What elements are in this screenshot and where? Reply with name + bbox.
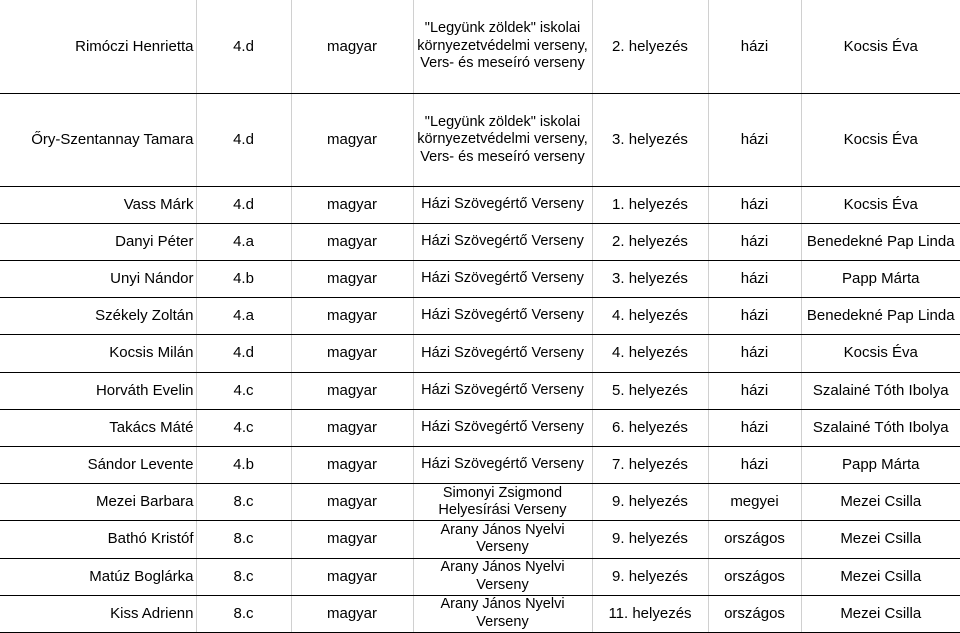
subject-cell: magyar [291,260,413,297]
teacher-cell: Benedekné Pap Linda [801,223,960,260]
teacher-cell: Kocsis Éva [801,94,960,187]
table-row [0,223,960,260]
level-cell: megyei [708,484,801,521]
class-cell: 4.d [196,0,291,94]
placement-cell: 9. helyezés [592,521,708,558]
class-cell: 8.c [196,484,291,521]
subject-cell: magyar [291,521,413,558]
placement-cell: 9. helyezés [592,558,708,595]
level-cell: házi [708,223,801,260]
teacher-cell: Papp Márta [801,260,960,297]
competition-cell: Házi Szövegértő Verseny [413,298,592,335]
teacher-cell: Kocsis Éva [801,335,960,372]
placement-cell: 2. helyezés [592,223,708,260]
student-name-cell: Vass Márk [0,186,196,223]
placement-cell: 3. helyezés [592,260,708,297]
placement-cell: 2. helyezés [592,0,708,94]
subject-cell: magyar [291,446,413,483]
level-cell: házi [708,186,801,223]
placement-cell: 1. helyezés [592,186,708,223]
teacher-cell: Papp Márta [801,446,960,483]
class-cell: 8.c [196,521,291,558]
class-cell: 8.c [196,558,291,595]
class-cell: 4.d [196,186,291,223]
student-name-cell: Székely Zoltán [0,298,196,335]
competition-cell: Arany János Nyelvi Verseny [413,595,592,632]
subject-cell: magyar [291,0,413,94]
level-cell: országos [708,595,801,632]
teacher-cell: Mezei Csilla [801,558,960,595]
level-cell: házi [708,298,801,335]
table-row [0,0,960,94]
student-name-cell: Rimóczi Henrietta [0,0,196,94]
competition-cell: Házi Szövegértő Verseny [413,335,592,372]
placement-cell: 5. helyezés [592,372,708,409]
table-row [0,335,960,372]
student-name-cell: Bathó Kristóf [0,521,196,558]
teacher-cell: Szalainé Tóth Ibolya [801,372,960,409]
placement-cell: 4. helyezés [592,298,708,335]
level-cell: országos [708,521,801,558]
table-row [0,558,960,595]
class-cell: 4.b [196,446,291,483]
subject-cell: magyar [291,409,413,446]
table-row [0,521,960,558]
level-cell: házi [708,260,801,297]
class-cell: 4.a [196,298,291,335]
class-cell: 4.b [196,260,291,297]
placement-cell: 4. helyezés [592,335,708,372]
student-name-cell: Sándor Levente [0,446,196,483]
subject-cell: magyar [291,484,413,521]
student-name-cell: Matúz Boglárka [0,558,196,595]
competition-cell: Simonyi Zsigmond Helyesírási Verseny [413,484,592,521]
table-row [0,94,960,187]
placement-cell: 7. helyezés [592,446,708,483]
class-cell: 4.c [196,409,291,446]
class-cell: 4.d [196,94,291,187]
subject-cell: magyar [291,298,413,335]
placement-cell: 9. helyezés [592,484,708,521]
subject-cell: magyar [291,595,413,632]
level-cell: országos [708,558,801,595]
placement-cell: 3. helyezés [592,94,708,187]
competition-cell: Arany János Nyelvi Verseny [413,521,592,558]
student-name-cell: Kocsis Milán [0,335,196,372]
teacher-cell: Mezei Csilla [801,521,960,558]
subject-cell: magyar [291,558,413,595]
competition-cell: Házi Szövegértő Verseny [413,186,592,223]
teacher-cell: Mezei Csilla [801,484,960,521]
table-row [0,186,960,223]
subject-cell: magyar [291,223,413,260]
teacher-cell: Benedekné Pap Linda [801,298,960,335]
class-cell: 4.d [196,335,291,372]
subject-cell: magyar [291,186,413,223]
teacher-cell: Szalainé Tóth Ibolya [801,409,960,446]
student-name-cell: Danyi Péter [0,223,196,260]
subject-cell: magyar [291,94,413,187]
table-row [0,595,960,632]
subject-cell: magyar [291,372,413,409]
teacher-cell: Kocsis Éva [801,0,960,94]
level-cell: házi [708,0,801,94]
student-name-cell: Őry-Szentannay Tamara [0,94,196,187]
class-cell: 8.c [196,595,291,632]
placement-cell: 6. helyezés [592,409,708,446]
level-cell: házi [708,372,801,409]
table-row [0,484,960,521]
teacher-cell: Mezei Csilla [801,595,960,632]
placement-cell: 11. helyezés [592,595,708,632]
student-name-cell: Unyi Nándor [0,260,196,297]
competition-cell: Házi Szövegértő Verseny [413,446,592,483]
student-name-cell: Horváth Evelin [0,372,196,409]
teacher-cell: Kocsis Éva [801,186,960,223]
table-row [0,260,960,297]
subject-cell: magyar [291,335,413,372]
student-name-cell: Takács Máté [0,409,196,446]
competition-cell: "Legyünk zöldek" iskolai környezetvédelmi verseny, Vers- és meseíró verseny [413,0,592,94]
class-cell: 4.a [196,223,291,260]
competition-cell: Házi Szövegértő Verseny [413,372,592,409]
competition-cell: Házi Szövegértő Verseny [413,409,592,446]
competition-cell: "Legyünk zöldek" iskolai környezetvédelmi verseny, Vers- és meseíró verseny [413,94,592,187]
competition-cell: Házi Szövegértő Verseny [413,260,592,297]
level-cell: házi [708,94,801,187]
competition-cell: Házi Szövegértő Verseny [413,223,592,260]
student-name-cell: Mezei Barbara [0,484,196,521]
level-cell: házi [708,409,801,446]
level-cell: házi [708,446,801,483]
competition-cell: Arany János Nyelvi Verseny [413,558,592,595]
table-row [0,372,960,409]
table-row [0,409,960,446]
table-row [0,446,960,483]
student-name-cell: Kiss Adrienn [0,595,196,632]
class-cell: 4.c [196,372,291,409]
level-cell: házi [708,335,801,372]
table-row [0,298,960,335]
